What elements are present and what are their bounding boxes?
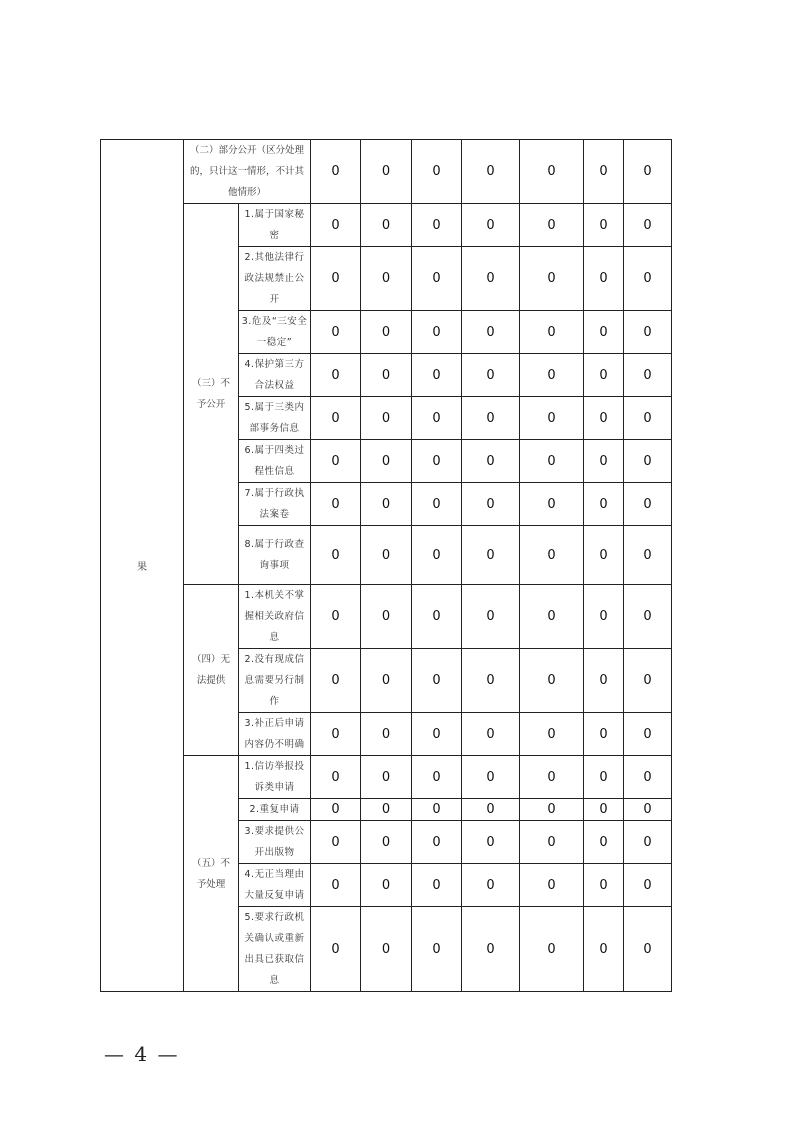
value-cell: 0 (311, 799, 361, 821)
value-cell: 0 (412, 756, 462, 799)
row-label: 5.属于三类内部事务信息 (239, 397, 311, 440)
row-label: 7.属于行政执法案卷 (239, 483, 311, 526)
value-cell: 0 (584, 585, 624, 649)
row-label: 2.重复申请 (239, 799, 311, 821)
value-cell: 0 (311, 864, 361, 907)
value-cell: 0 (584, 649, 624, 713)
value-cell: 0 (412, 440, 462, 483)
value-cell: 0 (311, 756, 361, 799)
value-cell: 0 (624, 713, 672, 756)
value-cell: 0 (311, 907, 361, 992)
value-cell: 0 (361, 649, 412, 713)
value-cell: 0 (520, 649, 584, 713)
table-row (101, 585, 672, 649)
value-cell: 0 (462, 821, 520, 864)
value-cell: 0 (520, 140, 584, 204)
value-cell: 0 (624, 649, 672, 713)
row-label: 8.属于行政查询事项 (239, 526, 311, 585)
value-cell: 0 (361, 799, 412, 821)
value-cell: 0 (412, 585, 462, 649)
value-cell: 0 (412, 713, 462, 756)
value-cell: 0 (520, 756, 584, 799)
value-cell: 0 (311, 821, 361, 864)
value-cell: 0 (520, 907, 584, 992)
value-cell: 0 (520, 440, 584, 483)
value-cell: 0 (311, 585, 361, 649)
value-cell: 0 (412, 204, 462, 247)
value-cell: 0 (412, 821, 462, 864)
value-cell: 0 (311, 247, 361, 311)
value-cell: 0 (311, 713, 361, 756)
row-label: 1.属于国家秘密 (239, 204, 311, 247)
value-cell: 0 (584, 821, 624, 864)
value-cell: 0 (584, 204, 624, 247)
value-cell: 0 (520, 585, 584, 649)
value-cell: 0 (624, 397, 672, 440)
value-cell: 0 (412, 140, 462, 204)
value-cell: 0 (361, 354, 412, 397)
value-cell: 0 (311, 311, 361, 354)
value-cell: 0 (520, 204, 584, 247)
value-cell: 0 (412, 483, 462, 526)
value-cell: 0 (520, 821, 584, 864)
value-cell: 0 (584, 907, 624, 992)
value-cell: 0 (584, 483, 624, 526)
value-cell: 0 (311, 440, 361, 483)
value-cell: 0 (311, 140, 361, 204)
value-cell: 0 (584, 354, 624, 397)
value-cell: 0 (462, 140, 520, 204)
value-cell: 0 (520, 526, 584, 585)
value-cell: 0 (311, 649, 361, 713)
value-cell: 0 (361, 864, 412, 907)
value-cell: 0 (462, 526, 520, 585)
value-cell: 0 (361, 204, 412, 247)
value-cell: 0 (520, 311, 584, 354)
value-cell: 0 (584, 247, 624, 311)
table-row (101, 204, 672, 247)
value-cell: 0 (584, 140, 624, 204)
value-cell: 0 (624, 864, 672, 907)
value-cell: 0 (361, 311, 412, 354)
value-cell: 0 (584, 799, 624, 821)
value-cell: 0 (520, 799, 584, 821)
value-cell: 0 (412, 397, 462, 440)
value-cell: 0 (311, 354, 361, 397)
value-cell: 0 (462, 483, 520, 526)
row-label: 2.其他法律行政法规禁止公开 (239, 247, 311, 311)
value-cell: 0 (412, 526, 462, 585)
value-cell: 0 (584, 311, 624, 354)
value-cell: 0 (584, 397, 624, 440)
value-cell: 0 (462, 799, 520, 821)
row-label: 3.危及“三安全一稳定” (239, 311, 311, 354)
value-cell: 0 (361, 140, 412, 204)
value-cell: 0 (520, 713, 584, 756)
row-label: 4.无正当理由大量反复申请 (239, 864, 311, 907)
row-label: 1.本机关不掌握相关政府信息 (239, 585, 311, 649)
value-cell: 0 (624, 821, 672, 864)
group-label: （五）不予处理 (184, 756, 239, 992)
value-cell: 0 (462, 354, 520, 397)
value-cell: 0 (462, 756, 520, 799)
value-cell: 0 (462, 397, 520, 440)
value-cell: 0 (584, 713, 624, 756)
value-cell: 0 (624, 440, 672, 483)
value-cell: 0 (361, 397, 412, 440)
value-cell: 0 (584, 864, 624, 907)
group-label: （四）无法提供 (184, 585, 239, 756)
value-cell: 0 (624, 526, 672, 585)
value-cell: 0 (462, 864, 520, 907)
row-label: 5.要求行政机关确认或重新出具已获取信息 (239, 907, 311, 992)
value-cell: 0 (361, 907, 412, 992)
value-cell: 0 (462, 713, 520, 756)
row-label: 3.补正后申请内容仍不明确 (239, 713, 311, 756)
value-cell: 0 (412, 311, 462, 354)
value-cell: 0 (311, 526, 361, 585)
value-cell: 0 (462, 649, 520, 713)
row-label: 4.保护第三方合法权益 (239, 354, 311, 397)
value-cell: 0 (462, 247, 520, 311)
value-cell: 0 (624, 799, 672, 821)
value-cell: 0 (520, 483, 584, 526)
value-cell: 0 (361, 713, 412, 756)
value-cell: 0 (520, 247, 584, 311)
partial-disclosure-label: （二）部分公开（区分处理的，只计这一情形，不计其他情形） (184, 140, 311, 204)
row-label: 3.要求提供公开出版物 (239, 821, 311, 864)
statistics-table (100, 139, 672, 992)
value-cell: 0 (361, 247, 412, 311)
page-number: — 4 — (104, 1042, 180, 1066)
row-label: 6.属于四类过程性信息 (239, 440, 311, 483)
value-cell: 0 (462, 311, 520, 354)
value-cell: 0 (624, 907, 672, 992)
value-cell: 0 (462, 585, 520, 649)
value-cell: 0 (412, 864, 462, 907)
value-cell: 0 (624, 140, 672, 204)
value-cell: 0 (462, 204, 520, 247)
value-cell: 0 (361, 526, 412, 585)
partial-disclosure-row (101, 140, 672, 204)
value-cell: 0 (361, 483, 412, 526)
value-cell: 0 (412, 907, 462, 992)
value-cell: 0 (311, 397, 361, 440)
value-cell: 0 (311, 204, 361, 247)
value-cell: 0 (361, 440, 412, 483)
row-label: 1.信访举报投诉类申请 (239, 756, 311, 799)
value-cell: 0 (520, 354, 584, 397)
value-cell: 0 (624, 756, 672, 799)
row-label: 2.没有现成信息需要另行制作 (239, 649, 311, 713)
value-cell: 0 (412, 247, 462, 311)
value-cell: 0 (520, 864, 584, 907)
value-cell: 0 (624, 311, 672, 354)
value-cell: 0 (624, 204, 672, 247)
value-cell: 0 (412, 799, 462, 821)
value-cell: 0 (361, 756, 412, 799)
group-label: （三）不予公开 (184, 204, 239, 585)
value-cell: 0 (624, 483, 672, 526)
value-cell: 0 (624, 585, 672, 649)
value-cell: 0 (412, 354, 462, 397)
value-cell: 0 (412, 649, 462, 713)
outer-category-label: 果 (101, 140, 184, 992)
value-cell: 0 (361, 585, 412, 649)
value-cell: 0 (584, 756, 624, 799)
value-cell: 0 (584, 440, 624, 483)
value-cell: 0 (584, 526, 624, 585)
value-cell: 0 (624, 247, 672, 311)
value-cell: 0 (520, 397, 584, 440)
value-cell: 0 (361, 821, 412, 864)
table-row (101, 756, 672, 799)
value-cell: 0 (624, 354, 672, 397)
value-cell: 0 (311, 483, 361, 526)
value-cell: 0 (462, 907, 520, 992)
value-cell: 0 (462, 440, 520, 483)
